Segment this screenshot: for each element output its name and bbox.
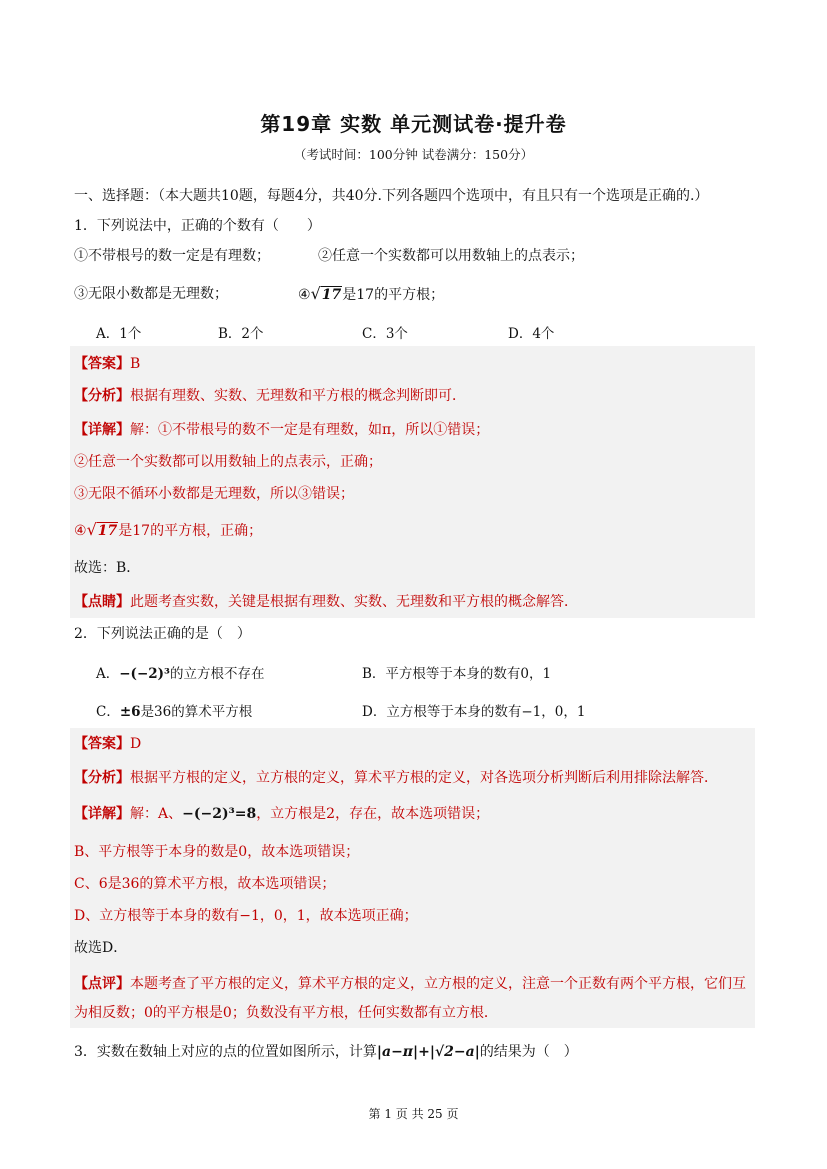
q2-option-d: D．立方根等于本身的数有−1，0，1 bbox=[362, 704, 586, 720]
page-title: 第19章 实数 单元测试卷·提升卷 bbox=[260, 112, 567, 136]
question-3-stem: 3．实数在数轴上对应的点的位置如图所示，计算|a−π|+|√2−a|的结果为（ ） bbox=[74, 1044, 578, 1060]
q2-detail-3: C、6是36的算术平方根，故本选项错误； bbox=[74, 876, 336, 892]
q2-option-c: C．±6是36的算术平方根 bbox=[96, 704, 253, 720]
q1-comment: 【点睛】此题考查实数，关键是根据有理数、实数、无理数和平方根的概念解答． bbox=[74, 594, 578, 610]
exam-info: （考试时间：100分钟 试卷满分：150分） bbox=[293, 147, 534, 162]
section-heading: 一、选择题：（本大题共10题，每题4分，共40分.下列各题四个选项中，有且只有一个选项是正确的.） bbox=[74, 188, 709, 204]
q2-solution-box bbox=[70, 728, 755, 1028]
q1-detail-4: ④√17是17的平方根，正确； bbox=[74, 520, 263, 539]
page-footer: 第 1 页 共 25 页 bbox=[368, 1107, 459, 1121]
q2-detail-4: D、立方根等于本身的数有−1，0，1，故本选项正确； bbox=[74, 908, 418, 924]
q2-detail-1: 【详解】解：A、−(−2)³=8，立方根是2，存在，故本选项错误； bbox=[74, 806, 490, 822]
q1-analysis: 【分析】根据有理数、实数、无理数和平方根的概念判断即可． bbox=[74, 388, 466, 404]
q1-option-a: A．1个 bbox=[96, 326, 142, 342]
sqrt-17: √17 bbox=[86, 520, 118, 539]
q1-option-d: D．4个 bbox=[508, 326, 555, 342]
q1-statement-2: ②任意一个实数都可以用数轴上的点表示； bbox=[318, 248, 584, 264]
q2-option-b: B．平方根等于本身的数有0，1 bbox=[362, 666, 552, 682]
q1-solution-box bbox=[70, 346, 755, 618]
q1-answer: 【答案】B bbox=[74, 356, 141, 372]
q2-detail-2: B、平方根等于本身的数是0，故本选项错误； bbox=[74, 844, 360, 860]
q1-statement-4: ④√17是17的平方根； bbox=[298, 284, 445, 303]
q2-answer: 【答案】D bbox=[74, 736, 142, 752]
q1-detail-2: ②任意一个实数都可以用数轴上的点表示，正确； bbox=[74, 454, 382, 470]
q1-statement-1: ①不带根号的数一定是有理数； bbox=[74, 248, 270, 264]
question-2-stem: 2．下列说法正确的是（ ） bbox=[74, 626, 251, 642]
q2-analysis: 【分析】根据平方根的定义，立方根的定义，算术平方根的定义，对各选项分析判断后利用排除法解答． bbox=[74, 770, 718, 786]
q1-option-c: C．3个 bbox=[362, 326, 408, 342]
q1-choice: 故选：B． bbox=[74, 560, 141, 576]
question-1-stem: 1．下列说法中，正确的个数有（ ） bbox=[74, 218, 321, 234]
sqrt-17: √17 bbox=[310, 284, 342, 303]
q1-detail-1: 【详解】解：①不带根号的数不一定是有理数，如π，所以①错误； bbox=[74, 422, 490, 438]
q3-expression: |a−π|+|√2−a| bbox=[376, 1044, 480, 1060]
q2-choice: 故选D． bbox=[74, 940, 128, 956]
q1-option-b: B．2个 bbox=[218, 326, 264, 342]
q1-detail-3: ③无限不循环小数都是无理数，所以③错误； bbox=[74, 486, 354, 502]
q2-comment: 【点评】本题考查了平方根的定义，算术平方根的定义，立方根的定义，注意一个正数有两个平方根，它们互为相反数；0的平方根是0；负数没有平方根，任何实数都有立方根． bbox=[74, 976, 746, 1021]
q1-statement-3: ③无限小数都是无理数； bbox=[74, 286, 228, 302]
q2-option-a: A．−(−2)³的立方根不存在 bbox=[96, 666, 265, 682]
